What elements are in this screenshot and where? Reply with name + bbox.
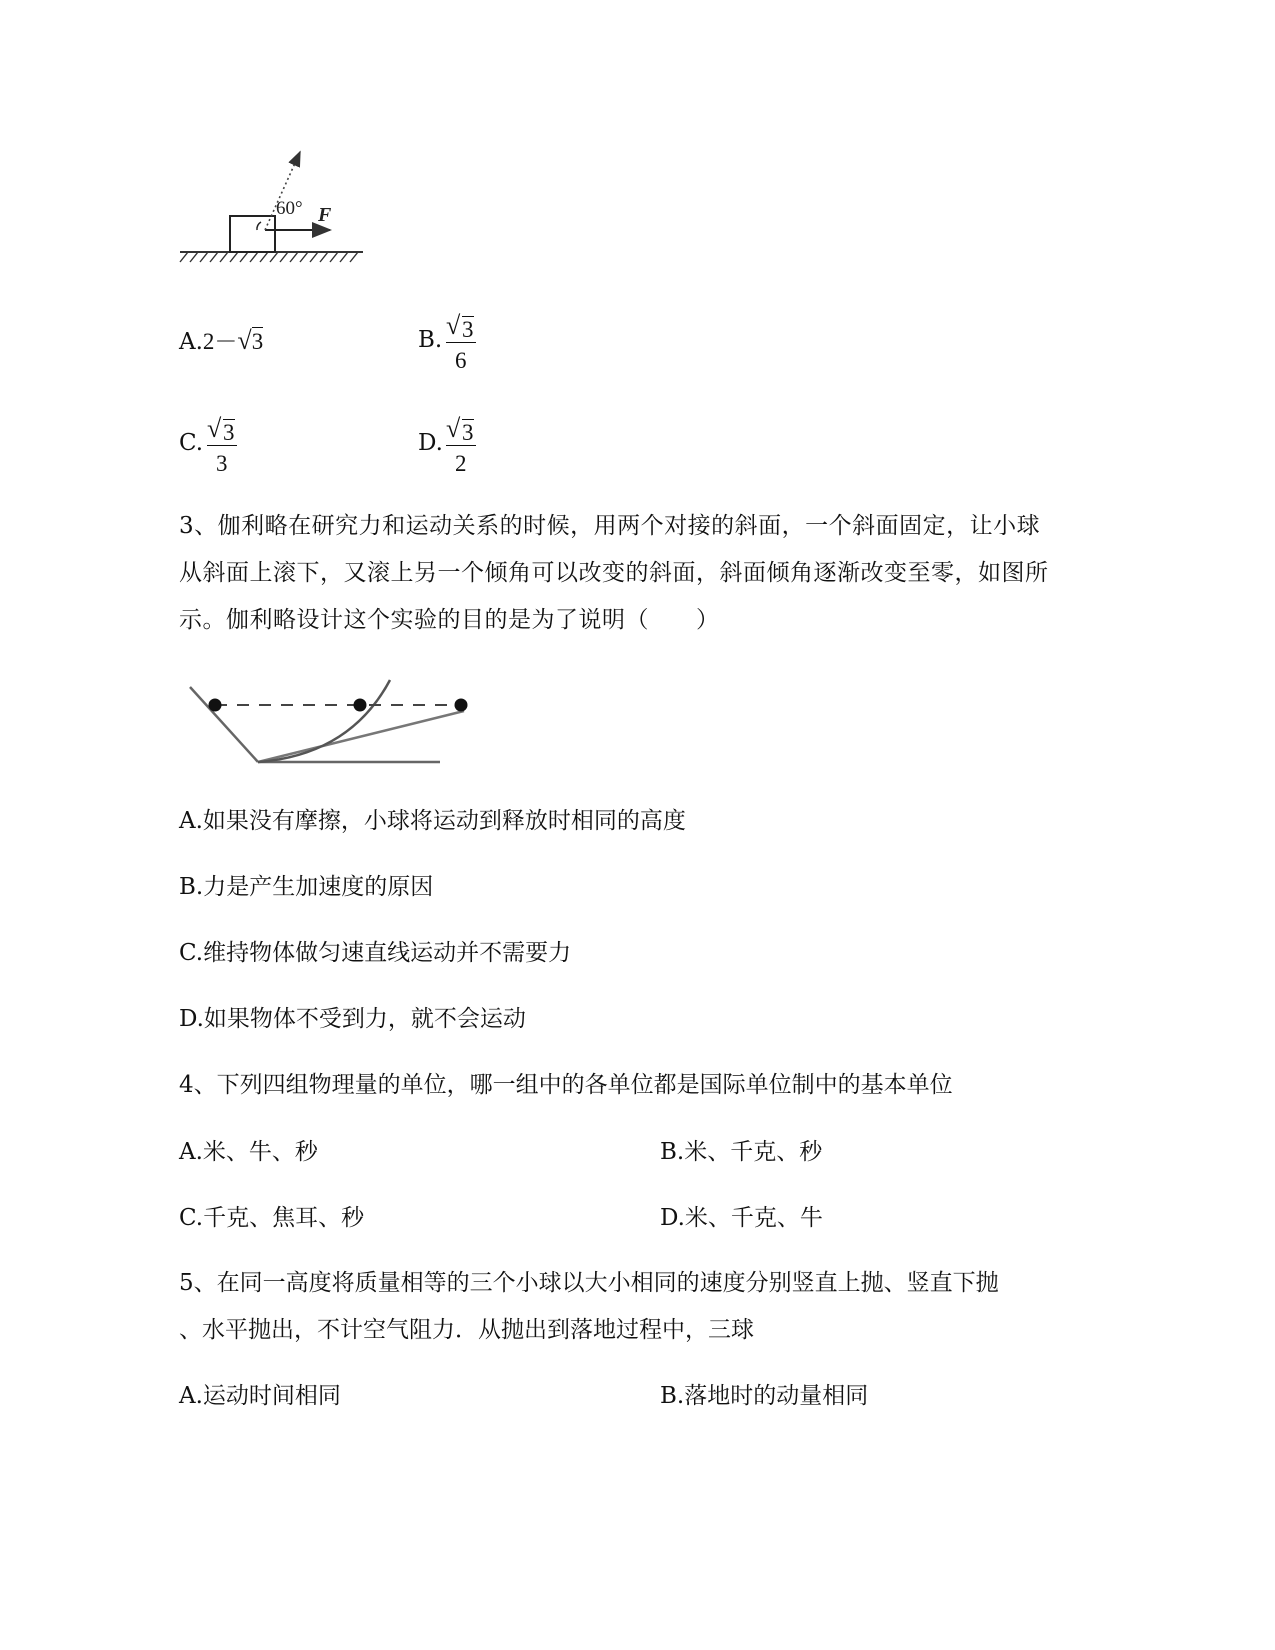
sqrt-sign: √ [446,311,461,340]
q2-option-b-num: 3 [462,317,474,342]
q5-option-a[interactable]: A.运动时间相同 [179,1383,341,1409]
q3-question-text: 3、伽利略在研究力和运动关系的时候，用两个对接的斜面，一个斜面固定，让小球从斜面上滚下，又滚上另一个倾角可以改变的斜面，斜面倾角逐渐改变至零，如图所示。伽利略设计这个实验的目的是为了说明（ ） [179,513,1049,633]
q2-option-a-lead: 2－ [202,329,238,354]
force-label: F [318,204,332,226]
q2-option-d-num: 3 [462,420,474,445]
q3-option-d[interactable]: D.如果物体不受到力，就不会运动 [179,1006,526,1032]
q4-question-text: 4、下列四组物理量的单位，哪一组中的各单位都是国际单位制中的基本单位 [179,1072,953,1098]
ball-steep [354,699,367,712]
fraction-bar [446,342,476,343]
q3-option-b[interactable]: B.力是产生加速度的原因 [179,874,434,900]
q3-option-a[interactable]: A.如果没有摩擦，小球将运动到释放时相同的高度 [179,808,686,834]
q2-option-b-letter: B. [418,327,443,353]
q2-option-a-rad: 3 [251,329,264,354]
q4-option-b[interactable]: B.米、千克、秒 [660,1139,823,1165]
ball-start [209,699,222,712]
sqrt-sign: √ [207,414,222,443]
q2-option-c-letter: C. [179,430,204,456]
q2-option-c-den: 3 [216,451,228,476]
q2-option-c-num: 3 [223,420,235,445]
galileo-inclined-plane-figure [180,675,480,775]
q5-question-line1: 5、在同一高度将质量相等的三个小球以大小相同的速度分别竖直上抛、竖直下抛 [179,1270,999,1296]
fraction-bar [207,445,237,446]
sqrt-sign: √ [237,326,252,355]
q4-option-c[interactable]: C.千克、焦耳、秒 [179,1205,365,1231]
ball-shallow [455,699,468,712]
ground-hatching [180,252,358,262]
fraction-bar [446,445,476,446]
q2-option-b-den: 6 [455,348,467,373]
q4-option-d[interactable]: D.米、千克、牛 [660,1205,823,1231]
q2-option-d-letter: D. [418,430,443,456]
block [230,216,275,252]
q5-option-b[interactable]: B.落地时的动量相同 [660,1383,869,1409]
q4-option-a[interactable]: A.米、牛、秒 [179,1139,318,1165]
q2-option-a[interactable] [179,328,263,354]
q2-option-d-den: 2 [455,451,467,476]
q3-option-c[interactable]: C.维持物体做匀速直线运动并不需要力 [179,940,572,966]
q5-question-line2: 、水平抛出，不计空气阻力．从抛出到落地过程中，三球 [179,1317,754,1343]
sqrt-sign: √ [446,414,461,443]
block-force-figure [175,140,375,270]
q2-option-a-letter: A. [179,329,203,355]
angle-label: 60° [276,198,303,219]
